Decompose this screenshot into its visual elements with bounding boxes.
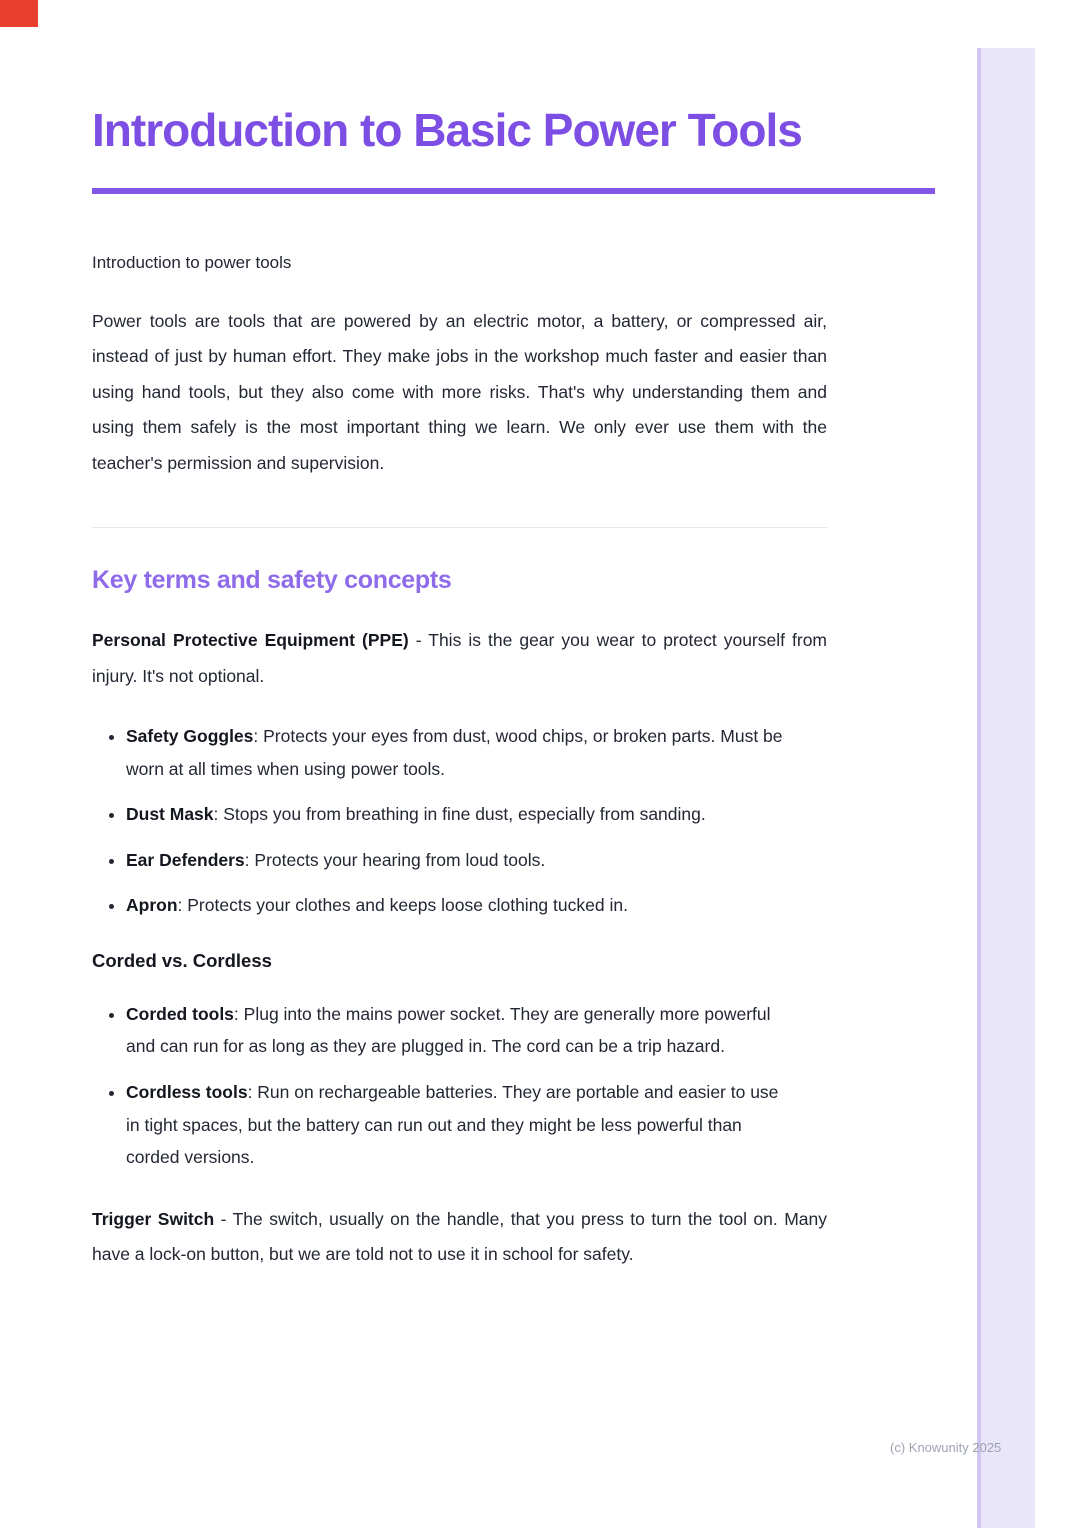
ppe-term: Personal Protective Equipment (PPE) (92, 630, 409, 651)
bullet-text: : Protects your hearing from loud tools. (244, 849, 546, 870)
bullet-term: Dust Mask (126, 804, 214, 825)
section-heading: Key terms and safety concepts (92, 566, 452, 595)
bullet-term: Apron (126, 895, 178, 916)
list-item (126, 720, 792, 785)
trigger-term: Trigger Switch (92, 1208, 215, 1229)
title-underline-rule (92, 188, 935, 194)
page-title: Introduction to Basic Power Tools (92, 104, 802, 156)
ppe-bullet-list (92, 720, 792, 922)
intro-label: Introduction to power tools (92, 253, 292, 273)
bullet-term: Corded tools (126, 1003, 234, 1024)
bullet-text: : Plug into the mains power socket. They are generally more powerful and can run for as long as they are plugged in. The cord can be a trip hazard. (126, 1003, 771, 1057)
bullet-text: : Run on rechargeable batteries. They are portable and easier to use in tight spaces, but the battery can run out and they might be less powerful than corded versions. (126, 1082, 779, 1168)
corded-bullet-list (92, 998, 792, 1174)
corded-vs-cordless-heading: Corded vs. Cordless (92, 949, 272, 971)
footer-credit: (c) Knowunity 2025 (890, 1440, 1002, 1455)
bullet-term: Cordless tools (126, 1082, 248, 1103)
list-item (126, 844, 792, 877)
ppe-text: - This is the gear you wear to protect yourself from injury. It's not optional. (92, 630, 828, 686)
right-side-strip (977, 48, 1035, 1528)
list-item (126, 889, 792, 922)
trigger-paragraph (92, 1202, 827, 1273)
section-divider (92, 527, 827, 528)
red-corner-accent (0, 0, 38, 27)
ppe-paragraph (92, 623, 827, 694)
intro-paragraph: Power tools are tools that are powered by an electric motor, a battery, or compressed air, instead of just by human effort. They make jobs in the workshop much faster and easier than using hand tools, but they also come with more risks. That's why understanding them and using them safely is the most important thing we learn. We only ever use them with the teacher's permission and supervision. (92, 310, 827, 473)
bullet-text: : Stops you from breathing in fine dust, especially from sanding. (213, 804, 706, 825)
bullet-term: Ear Defenders (126, 849, 245, 870)
list-item (126, 798, 792, 831)
bullet-text: : Protects your clothes and keeps loose clothing tucked in. (177, 895, 628, 916)
document-content (92, 96, 935, 1273)
list-item (126, 1076, 792, 1174)
bullet-term: Safety Goggles (126, 726, 254, 747)
bullet-text: : Protects your eyes from dust, wood chips, or broken parts. Must be worn at all times when using power tools. (126, 726, 783, 779)
list-item (126, 998, 792, 1063)
trigger-text: - The switch, usually on the handle, that you press to turn the tool on. Many have a lock-on button, but we are told not to use it in school for safety. (92, 1208, 828, 1265)
